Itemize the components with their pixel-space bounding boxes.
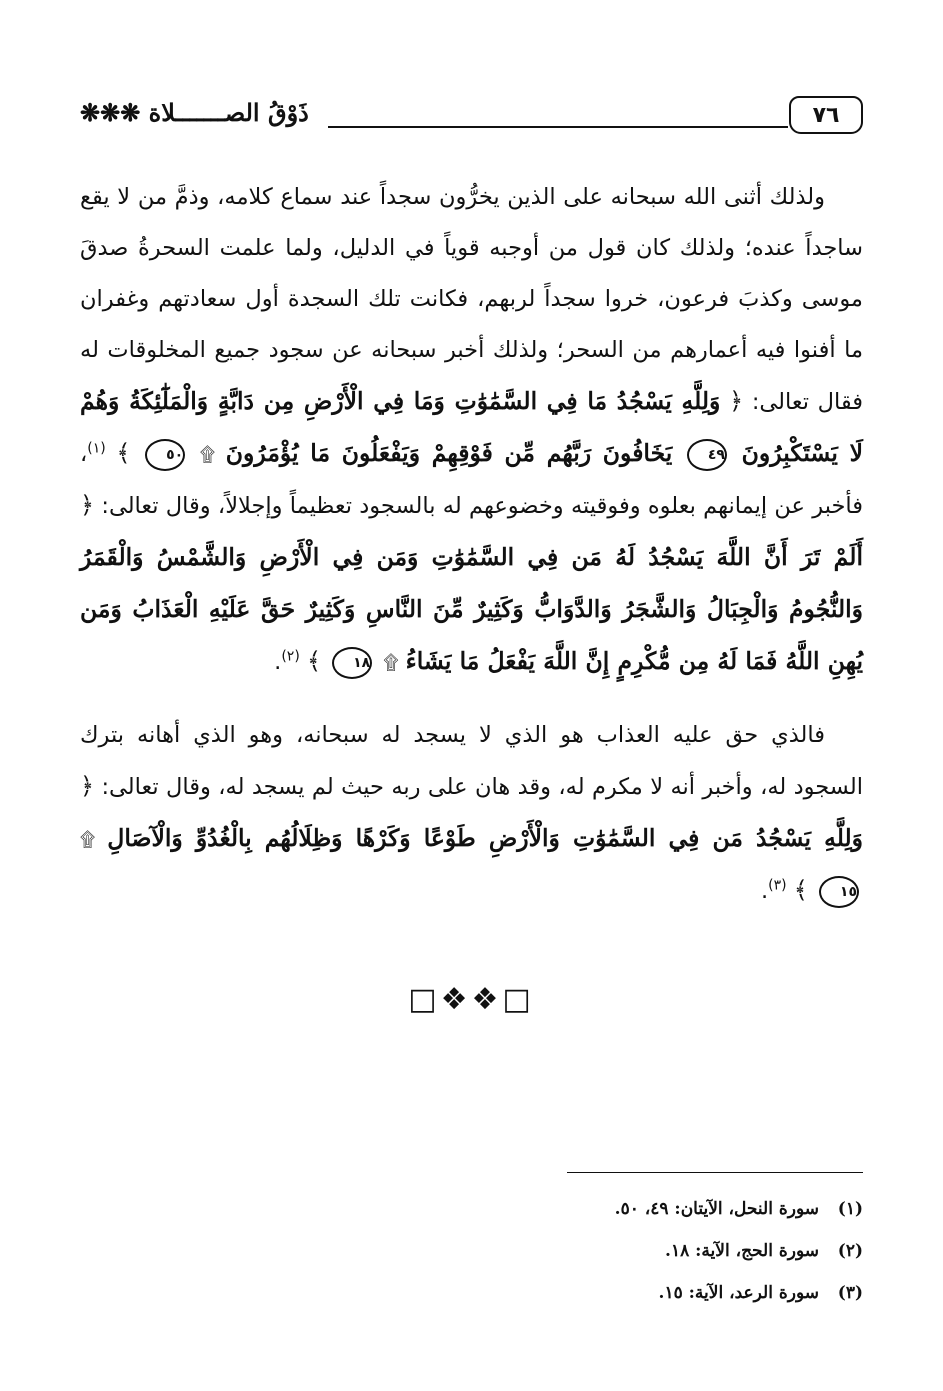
footnotes [263, 1188, 863, 1314]
footnote [263, 1188, 863, 1230]
paragraph-1 [80, 172, 863, 688]
footnote-ref: (٢) [281, 648, 300, 665]
sajda-icon: ۩ [80, 827, 96, 851]
quran-verse-2: أَلَمْ تَرَ أَنَّ اللَّهَ يَسْجُدُ لَهُ مَن فِي السَّمَٰوَٰتِ وَمَن فِي الْأَرْضِ وَالشَّمْسُ وَالْقَمَرُ وَالنُّجُومُ وَالْجِبَالُ وَالشَّجَرُ وَالدَّوَابُّ وَكَثِيرٌ مِّنَ النَّاسِ وَكَثِيرٌ حَقَّ عَلَيْهِ الْعَذَابُ وَمَن يُهِنِ اللَّهُ فَمَا لَهُ مِن مُّكْرِمٍ إِنَّ اللَّهَ يَفْعَلُ مَا يَشَاءُ [80, 543, 863, 675]
footnote-ref: (٣) [768, 877, 787, 894]
quran-close-bracket: ﴾ [793, 876, 808, 904]
footnote-text: سورة النحل، الآيتان: ٤٩، ٥٠. [614, 1199, 819, 1219]
header-rule [328, 126, 788, 128]
running-title: ذَوْقُ الصـــــــلاة ❋❋❋ [80, 98, 309, 127]
page-number: ٧٦ [789, 96, 863, 134]
paragraph-2 [80, 710, 863, 917]
ayah-number-marker: ١٥ [819, 876, 859, 908]
paragraph-2-text: فالذي حق عليه العذاب هو الذي لا يسجد له سبحانه، وهو الذي أهانه بترك السجود له، وأخبر أنه لا مكرم له، وقد هان على ربه حيث لم يسجد له، وقال تعالى: [80, 722, 863, 800]
footnote [263, 1230, 863, 1272]
footnote-number: (١) [837, 1199, 863, 1219]
quran-open-bracket: ﴿ [80, 772, 95, 800]
footnote-ref: (١) [87, 440, 106, 457]
ayah-number-marker: ٥٠ [145, 439, 185, 471]
quran-close-bracket: ﴾ [306, 647, 321, 675]
footnote-rule [567, 1172, 863, 1173]
footnote-number: (٢) [837, 1241, 863, 1261]
footnote-number: (٣) [837, 1283, 863, 1303]
page-header [80, 88, 863, 138]
sentence-end: . [761, 878, 769, 904]
sajda-icon: ۩ [383, 650, 399, 674]
quran-open-bracket: ﴿ [80, 491, 95, 519]
ayah-number-marker: ٤٩ [687, 439, 727, 471]
quran-verse-1: وَلِلَّهِ يَسْجُدُ مَا فِي السَّمَٰوَٰتِ وَمَا فِي الْأَرْضِ مِن دَابَّةٍ وَالْمَلَٰٓئِكَةُ وَهُمْ لَا يَسْتَكْبِرُونَ [80, 387, 864, 467]
paragraph-1-text-a: ولذلك أثنى الله سبحانه على الذين يخرُّون سجداً عند سماع كلامه، وذمَّ من لا يقع ساجداً عنده؛ ولذلك كان قول من أوجبه قوياً في الدليل، ولما علمت السحرةُ صدقَ موسى وكذبَ فرعون، خروا سجداً لربهم، فكانت تلك السجدة أول سعادتهم وغفران ما أفنوا فيه أعمارهم من السحر؛ ولذلك أخبر سبحانه عن سجود جميع المخلوقات له فقال تعالى: [80, 184, 864, 415]
quran-verse-1b: يَخَافُونَ رَبَّهُم مِّن فَوْقِهِمْ وَيَفْعَلُونَ مَا يُؤْمَرُونَ [225, 439, 673, 467]
footnote [263, 1272, 863, 1314]
section-separator-ornament: □❖❖□ [408, 982, 535, 1017]
ayah-number-marker: ١٨ [332, 647, 372, 679]
quran-open-bracket: ﴿ [729, 387, 744, 415]
footnote-text: سورة الحج، الآية: ١٨. [665, 1241, 819, 1261]
sajda-icon: ۩ [199, 442, 216, 466]
sentence-end: . [274, 649, 282, 675]
quran-close-bracket: ﴾ [116, 439, 131, 467]
footnote-text: سورة الرعد، الآية: ١٥. [658, 1283, 819, 1303]
paragraph-1-text-b: ، فأخبر عن إيمانهم بعلوه وفوقيته وخضوعهم له بالسجود تعظيماً وإجلالاً، وقال تعالى: [80, 441, 863, 519]
main-text [80, 172, 863, 917]
quran-verse-3: وَلِلَّهِ يَسْجُدُ مَن فِي السَّمَٰوَٰتِ وَالْأَرْضِ طَوْعًا وَكَرْهًا وَظِلَالُهُم بِالْغُدُوِّ وَالْآصَالِ [107, 824, 864, 852]
